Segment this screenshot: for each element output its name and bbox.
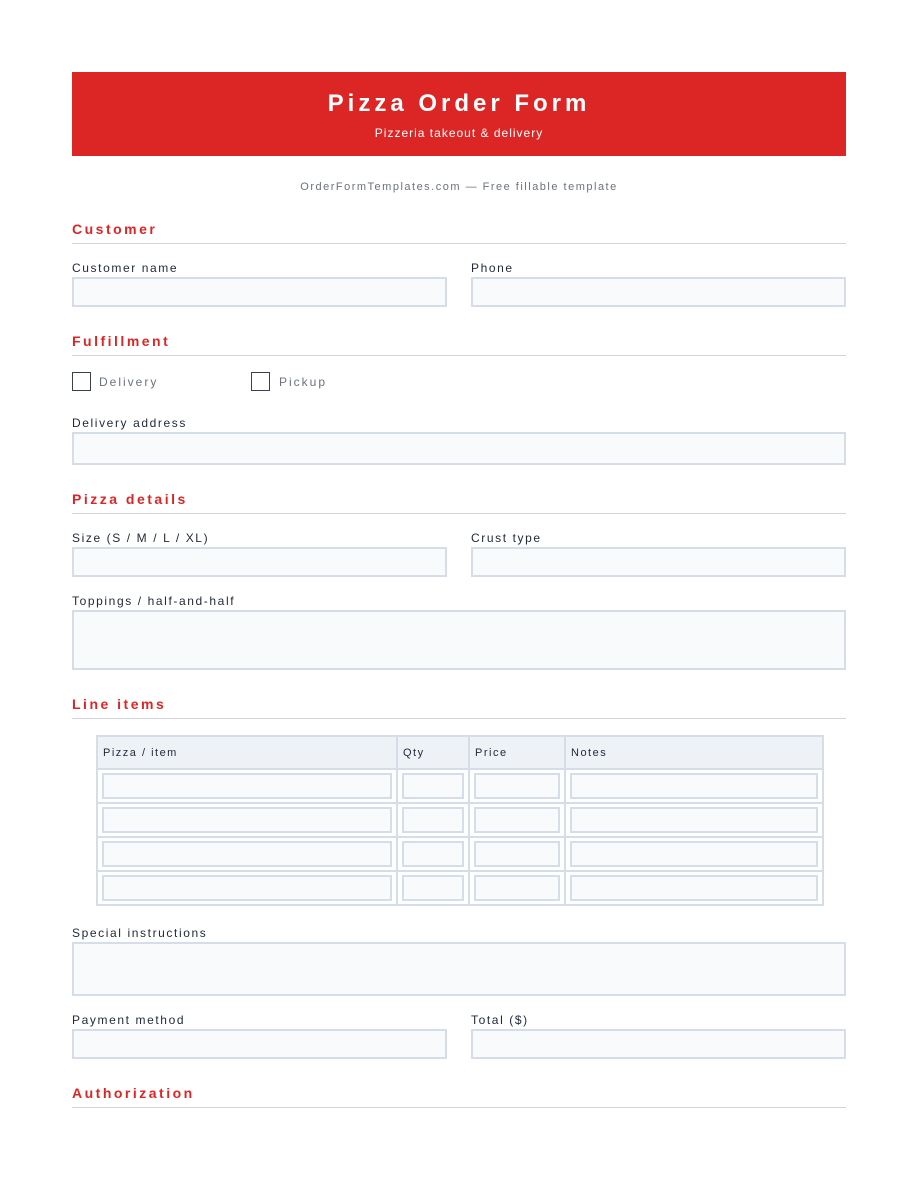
price-cell (469, 871, 565, 905)
qty-cell (397, 871, 469, 905)
customer-name-field[interactable] (72, 277, 447, 307)
item-field[interactable] (102, 875, 392, 901)
price-cell (469, 837, 565, 871)
delivery-checkbox[interactable] (72, 372, 91, 391)
qty-field[interactable] (402, 841, 464, 867)
special-instructions-label: Special instructions (72, 926, 208, 940)
toppings-field[interactable] (72, 610, 846, 670)
line-items-table (96, 735, 824, 906)
column-header-qty: Qty (397, 736, 469, 769)
qty-field[interactable] (402, 773, 464, 799)
price-cell (469, 803, 565, 837)
qty-field[interactable] (402, 807, 464, 833)
qty-cell (397, 769, 469, 803)
notes-field[interactable] (570, 773, 818, 799)
form-header (72, 72, 846, 156)
item-cell (97, 769, 397, 803)
crust-label: Crust type (471, 531, 542, 545)
item-cell (97, 871, 397, 905)
pickup-checkbox[interactable] (251, 372, 270, 391)
section-title-line-items: Line items (72, 696, 846, 719)
item-cell (97, 803, 397, 837)
notes-field[interactable] (570, 841, 818, 867)
notes-cell (565, 871, 823, 905)
qty-cell (397, 837, 469, 871)
total-field[interactable] (471, 1029, 846, 1059)
notes-cell (565, 769, 823, 803)
qty-field[interactable] (402, 875, 464, 901)
item-field[interactable] (102, 807, 392, 833)
form-title: Pizza Order Form (327, 90, 591, 117)
table-row (97, 871, 823, 905)
section-title-fulfillment: Fulfillment (72, 333, 846, 356)
column-header-notes: Notes (565, 736, 823, 769)
column-header-price: Price (469, 736, 565, 769)
price-field[interactable] (474, 841, 560, 867)
phone-label: Phone (471, 261, 514, 275)
delivery-address-field[interactable] (72, 432, 846, 465)
table-row (97, 769, 823, 803)
payment-method-label: Payment method (72, 1013, 186, 1027)
table-row (97, 803, 823, 837)
section-title-authorization: Authorization (72, 1085, 846, 1108)
special-instructions-field[interactable] (72, 942, 846, 996)
column-header-item: Pizza / item (97, 736, 397, 769)
delivery-address-label: Delivery address (72, 416, 187, 430)
section-title-pizza-details: Pizza details (72, 491, 846, 514)
price-field[interactable] (474, 875, 560, 901)
customer-name-label: Customer name (72, 261, 179, 275)
size-label: Size (S / M / L / XL) (72, 531, 210, 545)
source-line: OrderFormTemplates.com — Free fillable template (300, 181, 618, 193)
price-cell (469, 769, 565, 803)
size-field[interactable] (72, 547, 447, 577)
item-cell (97, 837, 397, 871)
notes-cell (565, 803, 823, 837)
table-row (97, 837, 823, 871)
line-items-header-row (97, 736, 823, 769)
price-field[interactable] (474, 807, 560, 833)
phone-field[interactable] (471, 277, 846, 307)
form-subtitle: Pizzeria takeout & delivery (374, 126, 544, 140)
pickup-option-label: Pickup (279, 375, 328, 389)
delivery-option-label: Delivery (99, 375, 159, 389)
total-label: Total ($) (471, 1013, 529, 1027)
payment-method-field[interactable] (72, 1029, 447, 1059)
item-field[interactable] (102, 841, 392, 867)
item-field[interactable] (102, 773, 392, 799)
notes-cell (565, 837, 823, 871)
toppings-label: Toppings / half-and-half (72, 594, 236, 608)
crust-field[interactable] (471, 547, 846, 577)
notes-field[interactable] (570, 875, 818, 901)
qty-cell (397, 803, 469, 837)
section-title-customer: Customer (72, 221, 846, 244)
notes-field[interactable] (570, 807, 818, 833)
price-field[interactable] (474, 773, 560, 799)
